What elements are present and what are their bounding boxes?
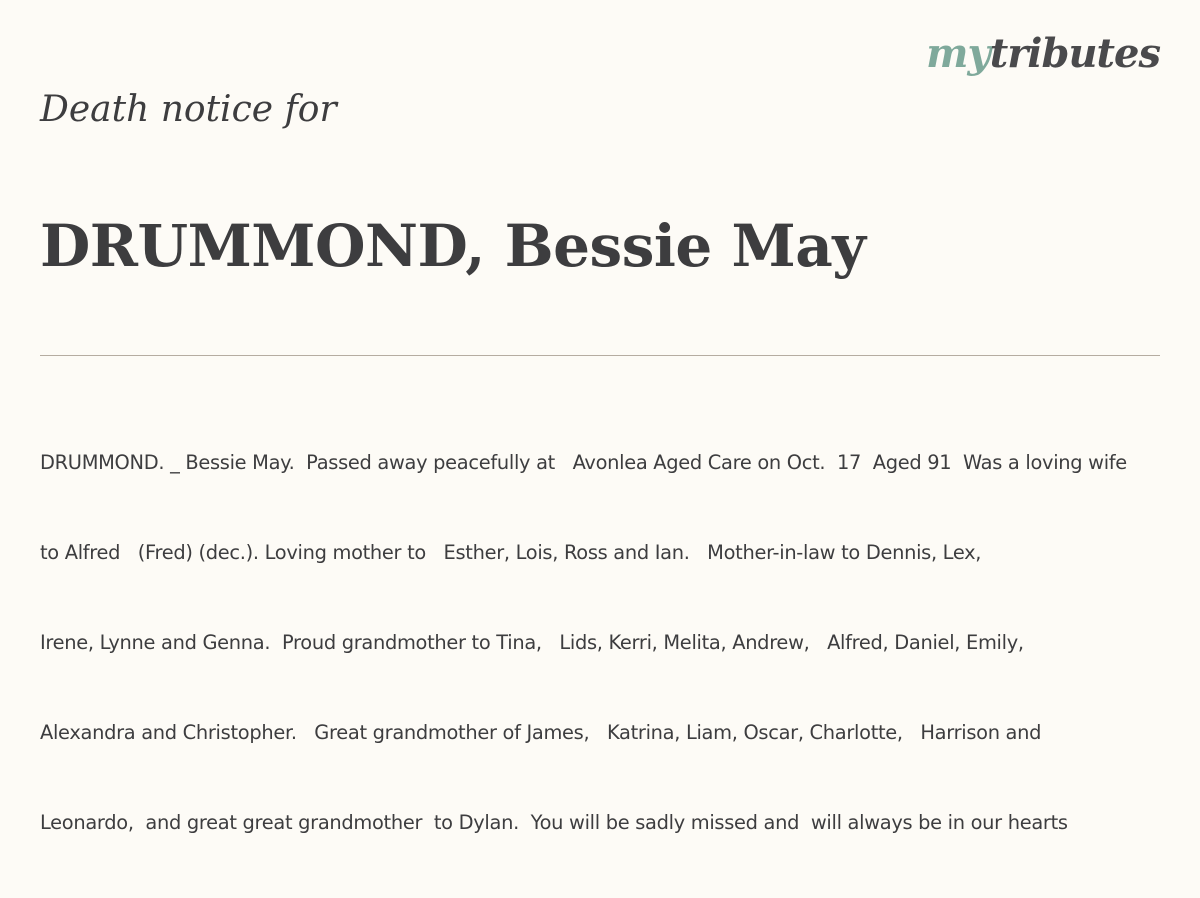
deceased-name: DRUMMOND, Bessie May <box>40 212 866 280</box>
notice-subtitle: Death notice for <box>40 89 337 130</box>
logo-part-my: my <box>926 30 990 77</box>
notice-line: Alexandra and Christopher. Great grandmother of James, Katrina, Liam, Oscar, Charlotte, Harrison and <box>40 721 1042 744</box>
notice-line: DRUMMOND. _ Bessie May. Passed away peacefully at Avonlea Aged Care on Oct. 17 Aged 91 Was a loving wife <box>40 451 1127 474</box>
notice-text <box>40 388 1165 898</box>
divider <box>40 355 1160 356</box>
notice-line: Leonardo, and great great grandmother to Dylan. You will be sadly missed and will always be in our hearts <box>40 811 1068 834</box>
notice-line: to Alfred (Fred) (dec.). Loving mother to Esther, Lois, Ross and Ian. Mother-in-law to Dennis, Lex, <box>40 541 982 564</box>
mytributes-logo[interactable] <box>926 30 1160 77</box>
notice-line: Irene, Lynne and Genna. Proud grandmother to Tina, Lids, Kerri, Melita, Andrew, Alfred, Daniel, Emily, <box>40 631 1024 654</box>
logo-part-tributes: tributes <box>989 30 1160 77</box>
